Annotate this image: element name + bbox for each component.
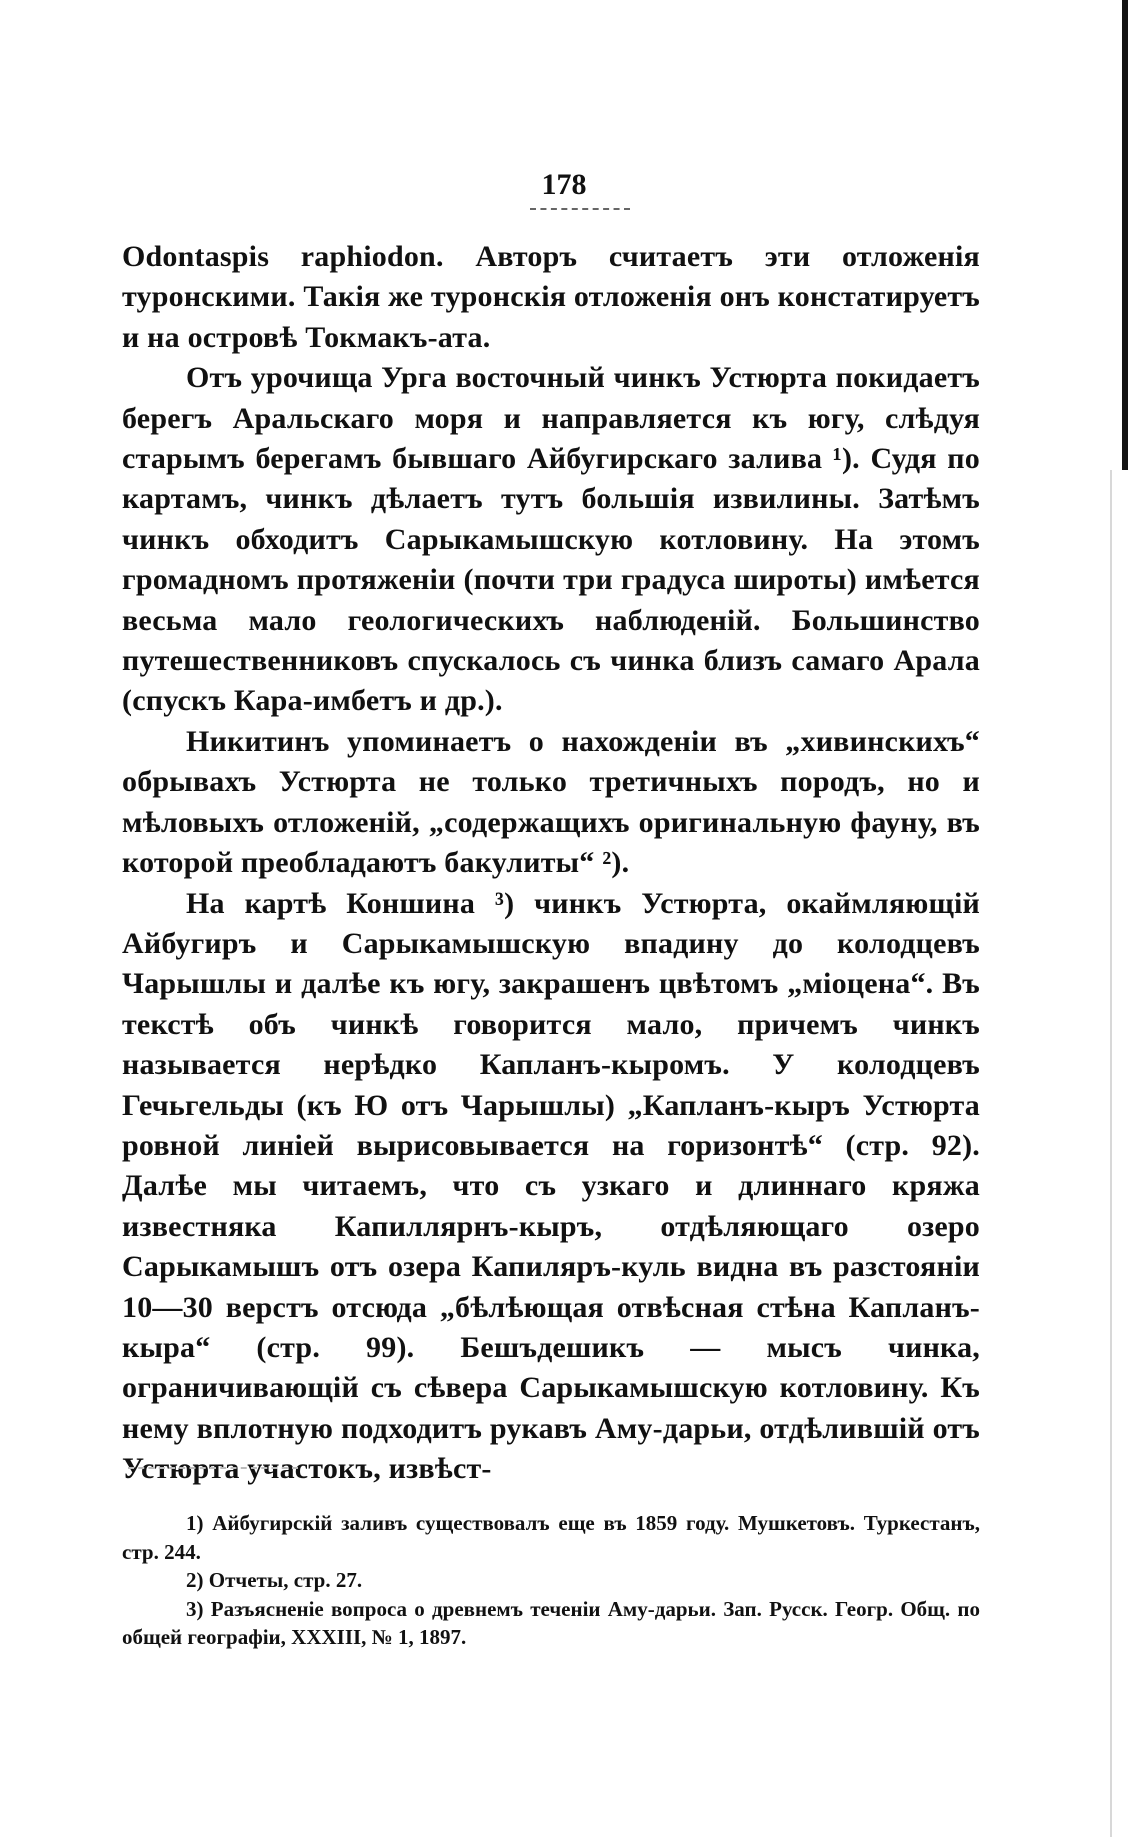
footnote-2: 2) Отчеты, стр. 27.	[186, 1568, 363, 1592]
page-edge-shadow	[1122, 0, 1128, 470]
page-number-text: 178	[541, 168, 587, 201]
footnote-1: 1) Айбугирскій заливъ существовалъ еще въ 1859 году. Мушкетовъ. Туркестанъ, стр. 244.	[122, 1511, 980, 1564]
paragraph-2: Отъ урочища Урга восточный чинкъ Устюрта покидаетъ берегъ Аральскаго моря и направляется къ югу, слѣдуя старымъ берегамъ бывшаго Айбугирскаго залива ¹). Судя по картамъ, чинкъ дѣлаетъ тутъ большія извилины. Затѣмъ чинкъ обходитъ Сарыкамышскую котловину. На этомъ громадномъ протяженіи (почти три градуса широты) имѣется весьма мало геологическихъ наблюденій. Большинство путешественниковъ спускалось съ чинка близъ самаго Арала (спускъ Кара-имбетъ и др.).	[122, 361, 980, 718]
body-text	[122, 237, 980, 1490]
page-number	[0, 168, 1140, 202]
footnotes	[122, 1509, 980, 1652]
header-rule	[530, 208, 630, 210]
paragraph-1: Odontaspis raphiodon. Авторъ считаетъ эти отложенія туронскими. Такія же туронскія отложенія онъ констатируетъ и на островѣ Токмакъ-ата.	[122, 240, 981, 354]
page-edge-line	[1110, 470, 1112, 1837]
paragraph-3: Никитинъ упоминаетъ о нахожденіи въ „хивинскихъ“ обрывахъ Устюрта не только третичныхъ породъ, но и мѣловыхъ отложеній, „содержащихъ оригинальную фауну, въ которой преобладаютъ бакулиты“ ²).	[122, 724, 980, 880]
paragraph-4: На картѣ Коншина ³) чинкъ Устюрта, окаймляющій Айбугиръ и Сарыкамышскую впадину до колодцевъ Чарышлы и далѣе къ югу, закрашенъ цвѣтомъ „міоцена“. Въ текстѣ объ чинкѣ говорится мало, причемъ чинкъ называется нерѣдко Капланъ-кыромъ. У колодцевъ Гечьгельды (къ Ю отъ Чарышлы) „Капланъ-кыръ Устюрта ровной линіей вырисовывается на горизонтѣ“ (стр. 92). Далѣе мы читаемъ, что съ узкаго и длиннаго кряжа известняка Капиллярнъ-кыръ, отдѣляющаго озеро Сарыкамышъ отъ озера Капиляръ-куль видна въ разстояніи 10—30 верстъ отсюда „бѣлѣющая отвѣсная стѣна Капланъ-кыра“ (стр. 99). Бешъдешикъ — мысъ чинка, ограничивающій съ сѣвера Сарыкамышскую котловину. Къ нему вплотную подходитъ рукавъ Аму-дарьи, отдѣлившій отъ Устюрта участокъ, извѣст-	[122, 886, 980, 1486]
footnote-3: 3) Разъясненіе вопроса о древнемъ теченіи Аму-дарьи. Зап. Русск. Геогр. Общ. по общей географіи, XXXIII, № 1, 1897.	[122, 1596, 980, 1649]
footnote-separator	[128, 1467, 298, 1469]
